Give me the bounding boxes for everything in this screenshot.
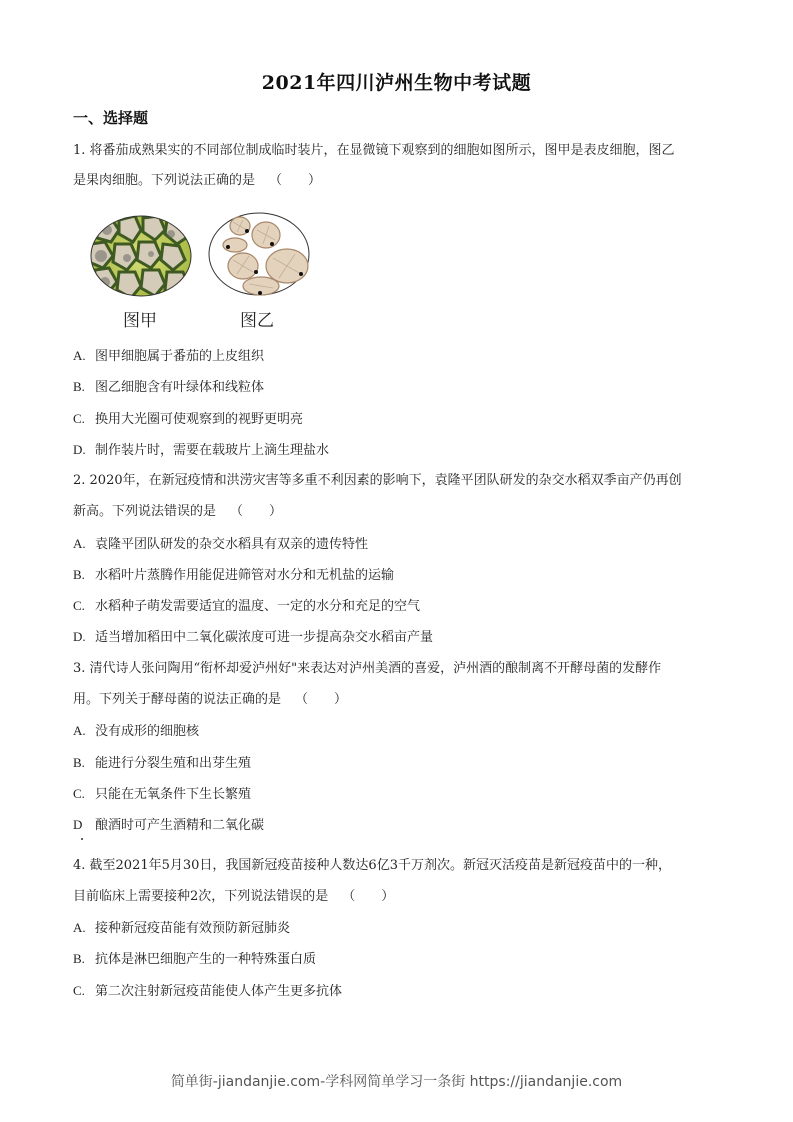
answer-blank: （ ）: [342, 889, 395, 904]
question-4-option-c: [73, 982, 342, 1001]
question-2-text-line-2: [73, 503, 282, 521]
question-2-option-b: [73, 566, 394, 585]
question-1-text-line-2: [73, 172, 321, 190]
answer-blank: （ ）: [295, 692, 348, 707]
option-letter: B.: [73, 379, 85, 394]
option-text: 接种新冠疫苗能有效预防新冠肺炎: [95, 921, 291, 936]
page-title: 2021年四川泸州生物中考试题: [261, 72, 532, 94]
option-text: 图甲细胞属于番茄的上皮组织: [95, 349, 265, 364]
question-2-option-a: [73, 535, 368, 554]
option-letter: B.: [73, 567, 85, 582]
stray-mark: [81, 838, 83, 840]
question-4-option-a: [73, 919, 290, 938]
option-text: 第二次注射新冠疫苗能使人体产生更多抗体: [95, 984, 343, 999]
question-3-text-line-2: [73, 691, 347, 709]
figure-yi-pulp-cells: [207, 210, 311, 298]
option-text: 只能在无氧条件下生长繁殖: [95, 787, 252, 802]
question-2-text-line-2-body: 新高。下列说法错误的是: [73, 504, 217, 519]
option-letter: C.: [73, 598, 85, 613]
figure-jia-epidermal-cells: [89, 214, 193, 298]
question-3-text-line-1: 3. 清代诗人张问陶用“衔杯却爱泸州好"来表达对泸州美酒的喜爱，泸州酒的酿制离不开酵母菌的发酵作: [73, 661, 662, 676]
option-letter: A.: [73, 536, 86, 551]
option-text: 水稻种子萌发需要适宜的温度、一定的水分和充足的空气: [95, 599, 421, 614]
option-letter: C.: [73, 411, 85, 426]
option-text: 图乙细胞含有叶绿体和线粒体: [95, 380, 265, 395]
question-2-option-c: [73, 597, 420, 616]
question-3-option-a: [73, 722, 199, 741]
option-text: 换用大光圈可使观察到的视野更明亮: [95, 412, 304, 427]
question-1-option-c: [73, 410, 303, 429]
question-1-text-line-2-body: 是果肉细胞。下列说法正确的是: [73, 173, 256, 188]
figure-yi-caption: 图乙: [240, 311, 274, 331]
question-3-option-c: [73, 785, 251, 804]
option-letter: C.: [73, 786, 85, 801]
option-letter: D.: [73, 629, 86, 644]
answer-blank: （ ）: [230, 504, 283, 519]
answer-blank: （ ）: [269, 173, 322, 188]
question-1-option-d: [73, 441, 329, 460]
option-letter: D: [73, 817, 83, 832]
option-text: 没有成形的细胞核: [95, 724, 200, 739]
option-letter: A.: [73, 920, 86, 935]
option-text: 水稻叶片蒸腾作用能促进筛管对水分和无机盐的运输: [95, 568, 395, 583]
question-2-option-d: [73, 628, 433, 647]
question-1-option-a: [73, 347, 264, 366]
option-letter: C.: [73, 983, 85, 998]
question-3-option-d: [73, 816, 264, 835]
question-3-option-b: [73, 754, 251, 773]
question-4-text-line-2-body: 目前临床上需要接种2次，下列说法错误的是: [73, 889, 329, 904]
section-heading: 一、选择题: [73, 109, 149, 127]
option-text: 酿酒时可产生酒精和二氧化碳: [95, 818, 265, 833]
option-text: 袁隆平团队研发的杂交水稻具有双亲的遗传特性: [95, 537, 369, 552]
option-letter: B.: [73, 755, 85, 770]
question-4-text-line-1: 4. 截至2021年5月30日，我国新冠疫苗接种人数达6亿3千万剂次。新冠灭活疫苗是新冠疫苗中的一种，: [73, 858, 671, 873]
question-1-text-line-1: 1. 将番茄成熟果实的不同部位制成临时装片，在显微镜下观察到的细胞如图所示，图甲是表皮细胞，图乙: [73, 143, 675, 158]
question-4-option-b: [73, 950, 316, 969]
footer-watermark: 简单街-jiandanjie.com-学科网简单学习一条街 https://jiandanjie.com: [170, 1074, 623, 1090]
question-4-text-line-2: [73, 888, 394, 906]
figure-jia-caption: 图甲: [123, 311, 157, 331]
question-2-text-line-1: 2. 2020年，在新冠疫情和洪涝灾害等多重不利因素的影响下，袁隆平团队研发的杂交水稻双季亩产仍再创: [73, 473, 682, 488]
question-1-option-b: [73, 378, 264, 397]
option-text: 抗体是淋巴细胞产生的一种特殊蛋白质: [95, 952, 317, 967]
option-text: 适当增加稻田中二氧化碳浓度可进一步提高杂交水稻亩产量: [95, 630, 434, 645]
option-letter: A.: [73, 723, 86, 738]
option-text: 能进行分裂生殖和出芽生殖: [95, 756, 252, 771]
option-letter: B.: [73, 951, 85, 966]
option-letter: D.: [73, 442, 86, 457]
question-3-text-line-2-body: 用。下列关于酵母菌的说法正确的是: [73, 692, 282, 707]
option-text: 制作装片时，需要在载玻片上滴生理盐水: [95, 443, 330, 458]
option-letter: A.: [73, 348, 86, 363]
